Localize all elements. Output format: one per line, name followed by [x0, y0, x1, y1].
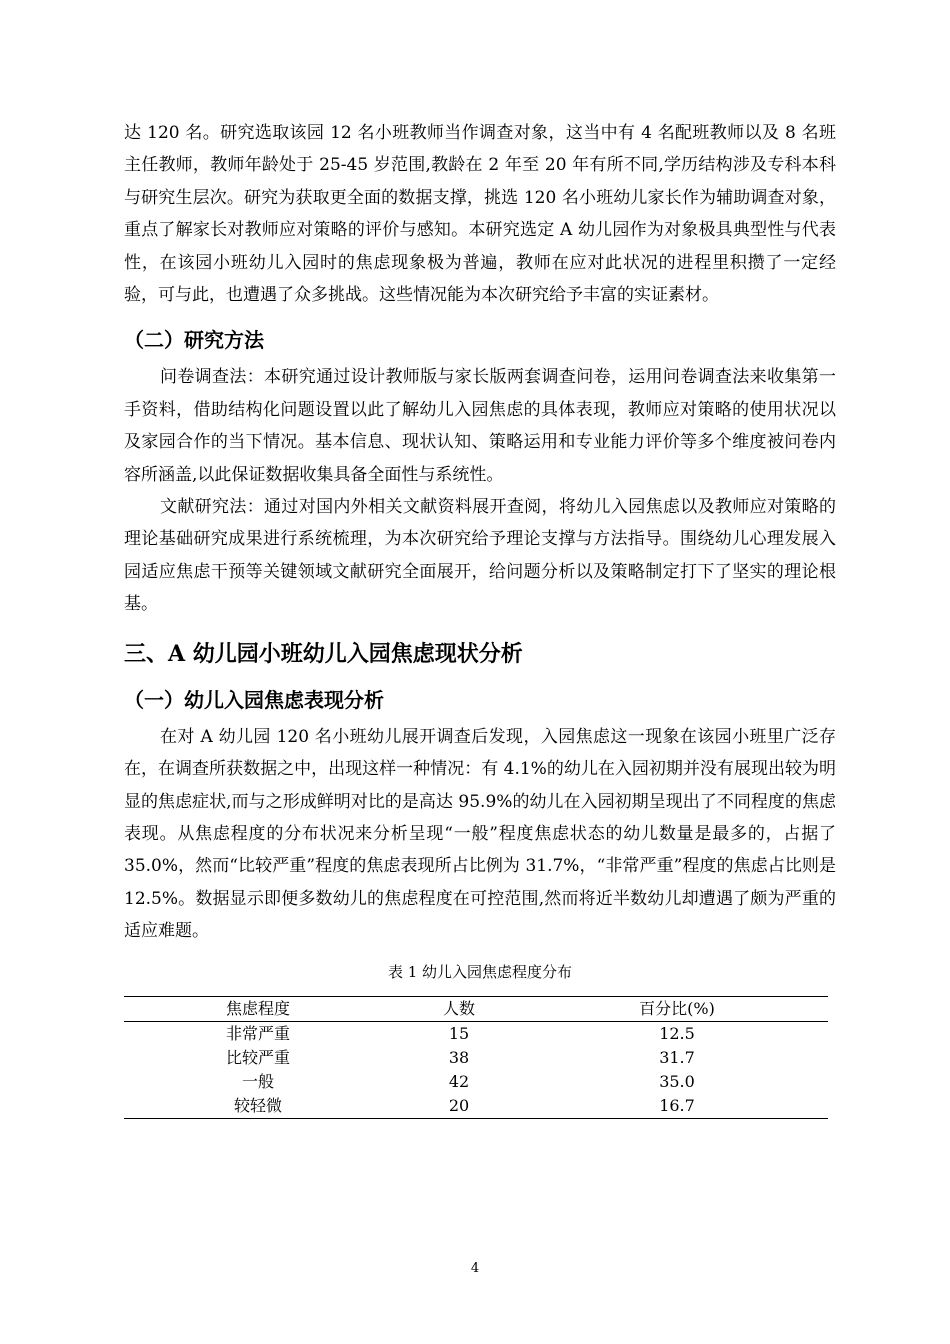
page-content — [124, 117, 836, 1119]
paragraph-anxiety-findings: 在对 A 幼儿园 120 名小班幼儿展开调查后发现，入园焦虑这一现象在该园小班里广泛存在，在调查所获数据之中，出现这样一种情况：有 4.1%的幼儿在入园初期并没有展现出较为明显的焦虑症状,而与之形成鲜明对比的是高达 95.9%的幼儿在入园初期呈现出了不同程度的焦虑表现。从焦虑程度的分布状况来分析呈现“一般”程度焦虑状态的幼儿数量是最多的，占据了 35.0%，然而“比较严重”程度的焦虑表现所占比例为 31.7%，“非常严重”程度的焦虑占比则是 12.5%。数据显示即便多数幼儿的焦虑程度在可控范围,然而将近半数幼儿却遭遇了颇为严重的适应难题。 — [124, 726, 836, 942]
paragraph-research-subjects: 达 120 名。研究选取该园 12 名小班教师当作调查对象，这当中有 4 名配班教师以及 8 名班主任教师，教师年龄处于 25-45 岁范围,教龄在 2 年至 20 年有所不同,学历结构涉及专科本科与研究生层次。研究为获取更全面的数据支撑，挑选 120 名小班幼儿家长作为辅助调查对象，重点了解家长对教师应对策略的评价与感知。本研究选定 A 幼儿园作为对象极具典型性与代表性，在该园小班幼儿入园时的焦虑现象极为普遍，教师在应对此状况的进程里积攒了一定经验，可与此，也遭遇了众多挑战。这些情况能为本次研究给予丰富的实证素材。 — [124, 123, 836, 306]
column-header-level: 焦虑程度 — [225, 998, 290, 1018]
page-number: 4 — [470, 1261, 480, 1276]
table-cell-level: 比较严重 — [225, 1047, 290, 1067]
table-cell-level: 非常严重 — [225, 1023, 290, 1043]
paragraph-literature-method: 文献研究法：通过对国内外相关文献资料展开查阅，将幼儿入园焦虑以及教师应对策略的理论基础研究成果进行系统梳理，为本次研究给予理论支撑与方法指导。围绕幼儿心理发展入园适应焦虑干预等关键领域文献研究全面展开，给问题分析以及策略制定打下了坚实的理论根基。 — [124, 497, 836, 615]
table-cell-count: 42 — [448, 1071, 470, 1091]
heading-anxiety-analysis: （一）幼儿入园焦虑表现分析 — [124, 687, 384, 712]
table-caption: 表 1 幼儿入园焦虑程度分布 — [387, 962, 573, 981]
table-row — [124, 1094, 828, 1119]
table-cell-level: 较轻微 — [233, 1095, 282, 1115]
table-cell-percent: 12.5 — [659, 1023, 695, 1043]
table-cell-count: 15 — [448, 1023, 470, 1043]
table-row — [124, 1021, 828, 1046]
table-cell-count: 20 — [448, 1095, 470, 1115]
table-cell-percent: 16.7 — [659, 1095, 695, 1115]
heading-section-3: 三、A 幼儿园小班幼儿入园焦虑现状分析 — [124, 640, 523, 667]
column-header-percent: 百分比(%) — [639, 998, 715, 1018]
paragraph-questionnaire-method: 问卷调查法：本研究通过设计教师版与家长版两套调查问卷，运用问卷调查法来收集第一手资料，借助结构化问题设置以此了解幼儿入园焦虑的具体表现，教师应对策略的使用状况以及家园合作的当下情况。基本信息、现状认知、策略运用和专业能力评价等多个维度被问卷内容所涵盖,以此保证数据收集具备全面性与系统性。 — [124, 367, 836, 485]
table-cell-percent: 31.7 — [659, 1047, 695, 1067]
anxiety-distribution-table — [124, 996, 828, 1119]
heading-research-method: （二）研究方法 — [124, 328, 264, 353]
table-header-row — [124, 996, 828, 1021]
table-cell-percent: 35.0 — [659, 1071, 695, 1091]
table-cell-level: 一般 — [241, 1071, 274, 1091]
column-header-count: 人数 — [442, 998, 475, 1018]
table-row — [124, 1046, 828, 1070]
table-row — [124, 1070, 828, 1094]
table-cell-count: 38 — [448, 1047, 470, 1067]
